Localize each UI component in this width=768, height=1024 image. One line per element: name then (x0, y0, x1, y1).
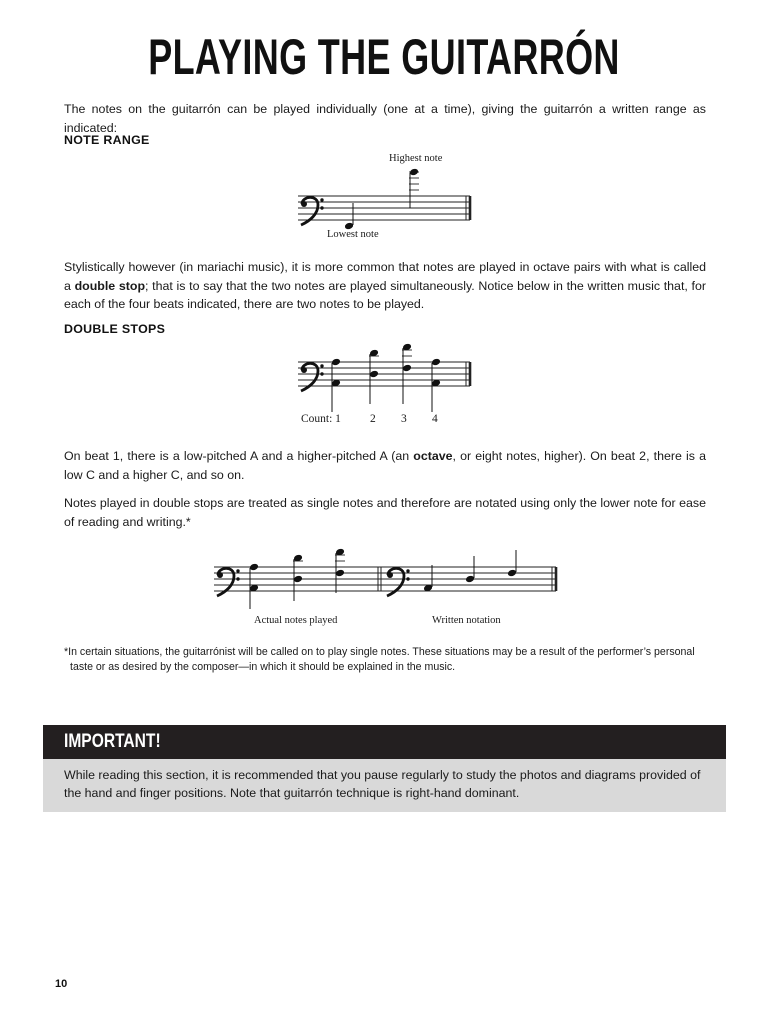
double-stops-heading: DOUBLE STOPS (64, 322, 166, 336)
double-stop-beat-1 (331, 358, 341, 412)
octave-term: octave (413, 449, 453, 463)
octave-paragraph: On beat 1, there is a low-pitched A and a higher-pitched A (an octave, or eight notes, higher). On beat 2, there is a low C and a higher C, and so on. (64, 449, 706, 482)
count-beat-3: 3 (401, 413, 407, 425)
bass-clef-icon (387, 568, 410, 596)
written-note-2 (465, 556, 475, 583)
bass-clef-icon (217, 568, 240, 596)
note-range-heading: NOTE RANGE (64, 133, 150, 147)
intro-paragraph: The notes on the guitarrón can be played individually (one at a time), giving the guitarrón a written range as indicated: (64, 102, 706, 135)
count-beat-2: 2 (370, 413, 376, 425)
count-beat-4: 4 (432, 413, 438, 425)
actual-note-3 (335, 548, 345, 593)
double-stop-term: double stop (74, 278, 146, 293)
bass-clef-icon (301, 363, 324, 391)
double-stop-beat-2 (369, 349, 379, 404)
count-label: Count: 1 (301, 413, 341, 425)
note-range-staff (290, 148, 490, 244)
double-stop-paragraph: Stylistically however (in mariachi music), it is more common that notes are played in octave pairs with what is called a double stop; that is to say that the two notes are played simultaneously. Notice below in the written music that, for each of the four beats indicated, there are two notes to be played. (64, 260, 706, 311)
actual-note-1 (249, 563, 259, 609)
notation-paragraph: Notes played in double stops are treated as single notes and therefore are notated using only the lower note for ease of reading and writing.* (64, 496, 706, 529)
staff-lines (298, 362, 470, 386)
important-callout-text: While reading this section, it is recommended that you pause regularly to study the photos and diagrams provided of the hand and finger positions. Note that guitarrón technique is right-hand dominant. (64, 768, 701, 800)
lowest-note-label: Lowest note (327, 229, 379, 240)
important-callout-title: IMPORTANT! (64, 731, 161, 752)
written-note-3 (507, 550, 517, 577)
page-number: 10 (55, 978, 68, 990)
important-callout-header (43, 725, 726, 759)
bass-clef-icon (301, 197, 324, 225)
lowest-note (344, 203, 354, 230)
page-title: PLAYING THE GUITARRÓN (148, 29, 620, 85)
actual-notes-label: Actual notes played (254, 615, 338, 626)
staff-lines (214, 567, 556, 591)
notation-comparison-staff (210, 545, 560, 630)
important-callout-body (43, 759, 726, 812)
actual-note-2 (293, 554, 303, 601)
staff-lines (298, 196, 470, 220)
double-stop-beat-3 (402, 343, 412, 404)
double-stops-staff (290, 340, 490, 430)
highest-note-label: Highest note (389, 153, 443, 164)
footnote: *In certain situations, the guitarrónist will be called on to play single notes. These situations may be a result of the performer’s personal taste or as desired by the composer—in which it should be explained in the music. (64, 646, 695, 673)
double-stop-beat-4 (431, 358, 441, 412)
written-notation-label: Written notation (432, 615, 501, 626)
